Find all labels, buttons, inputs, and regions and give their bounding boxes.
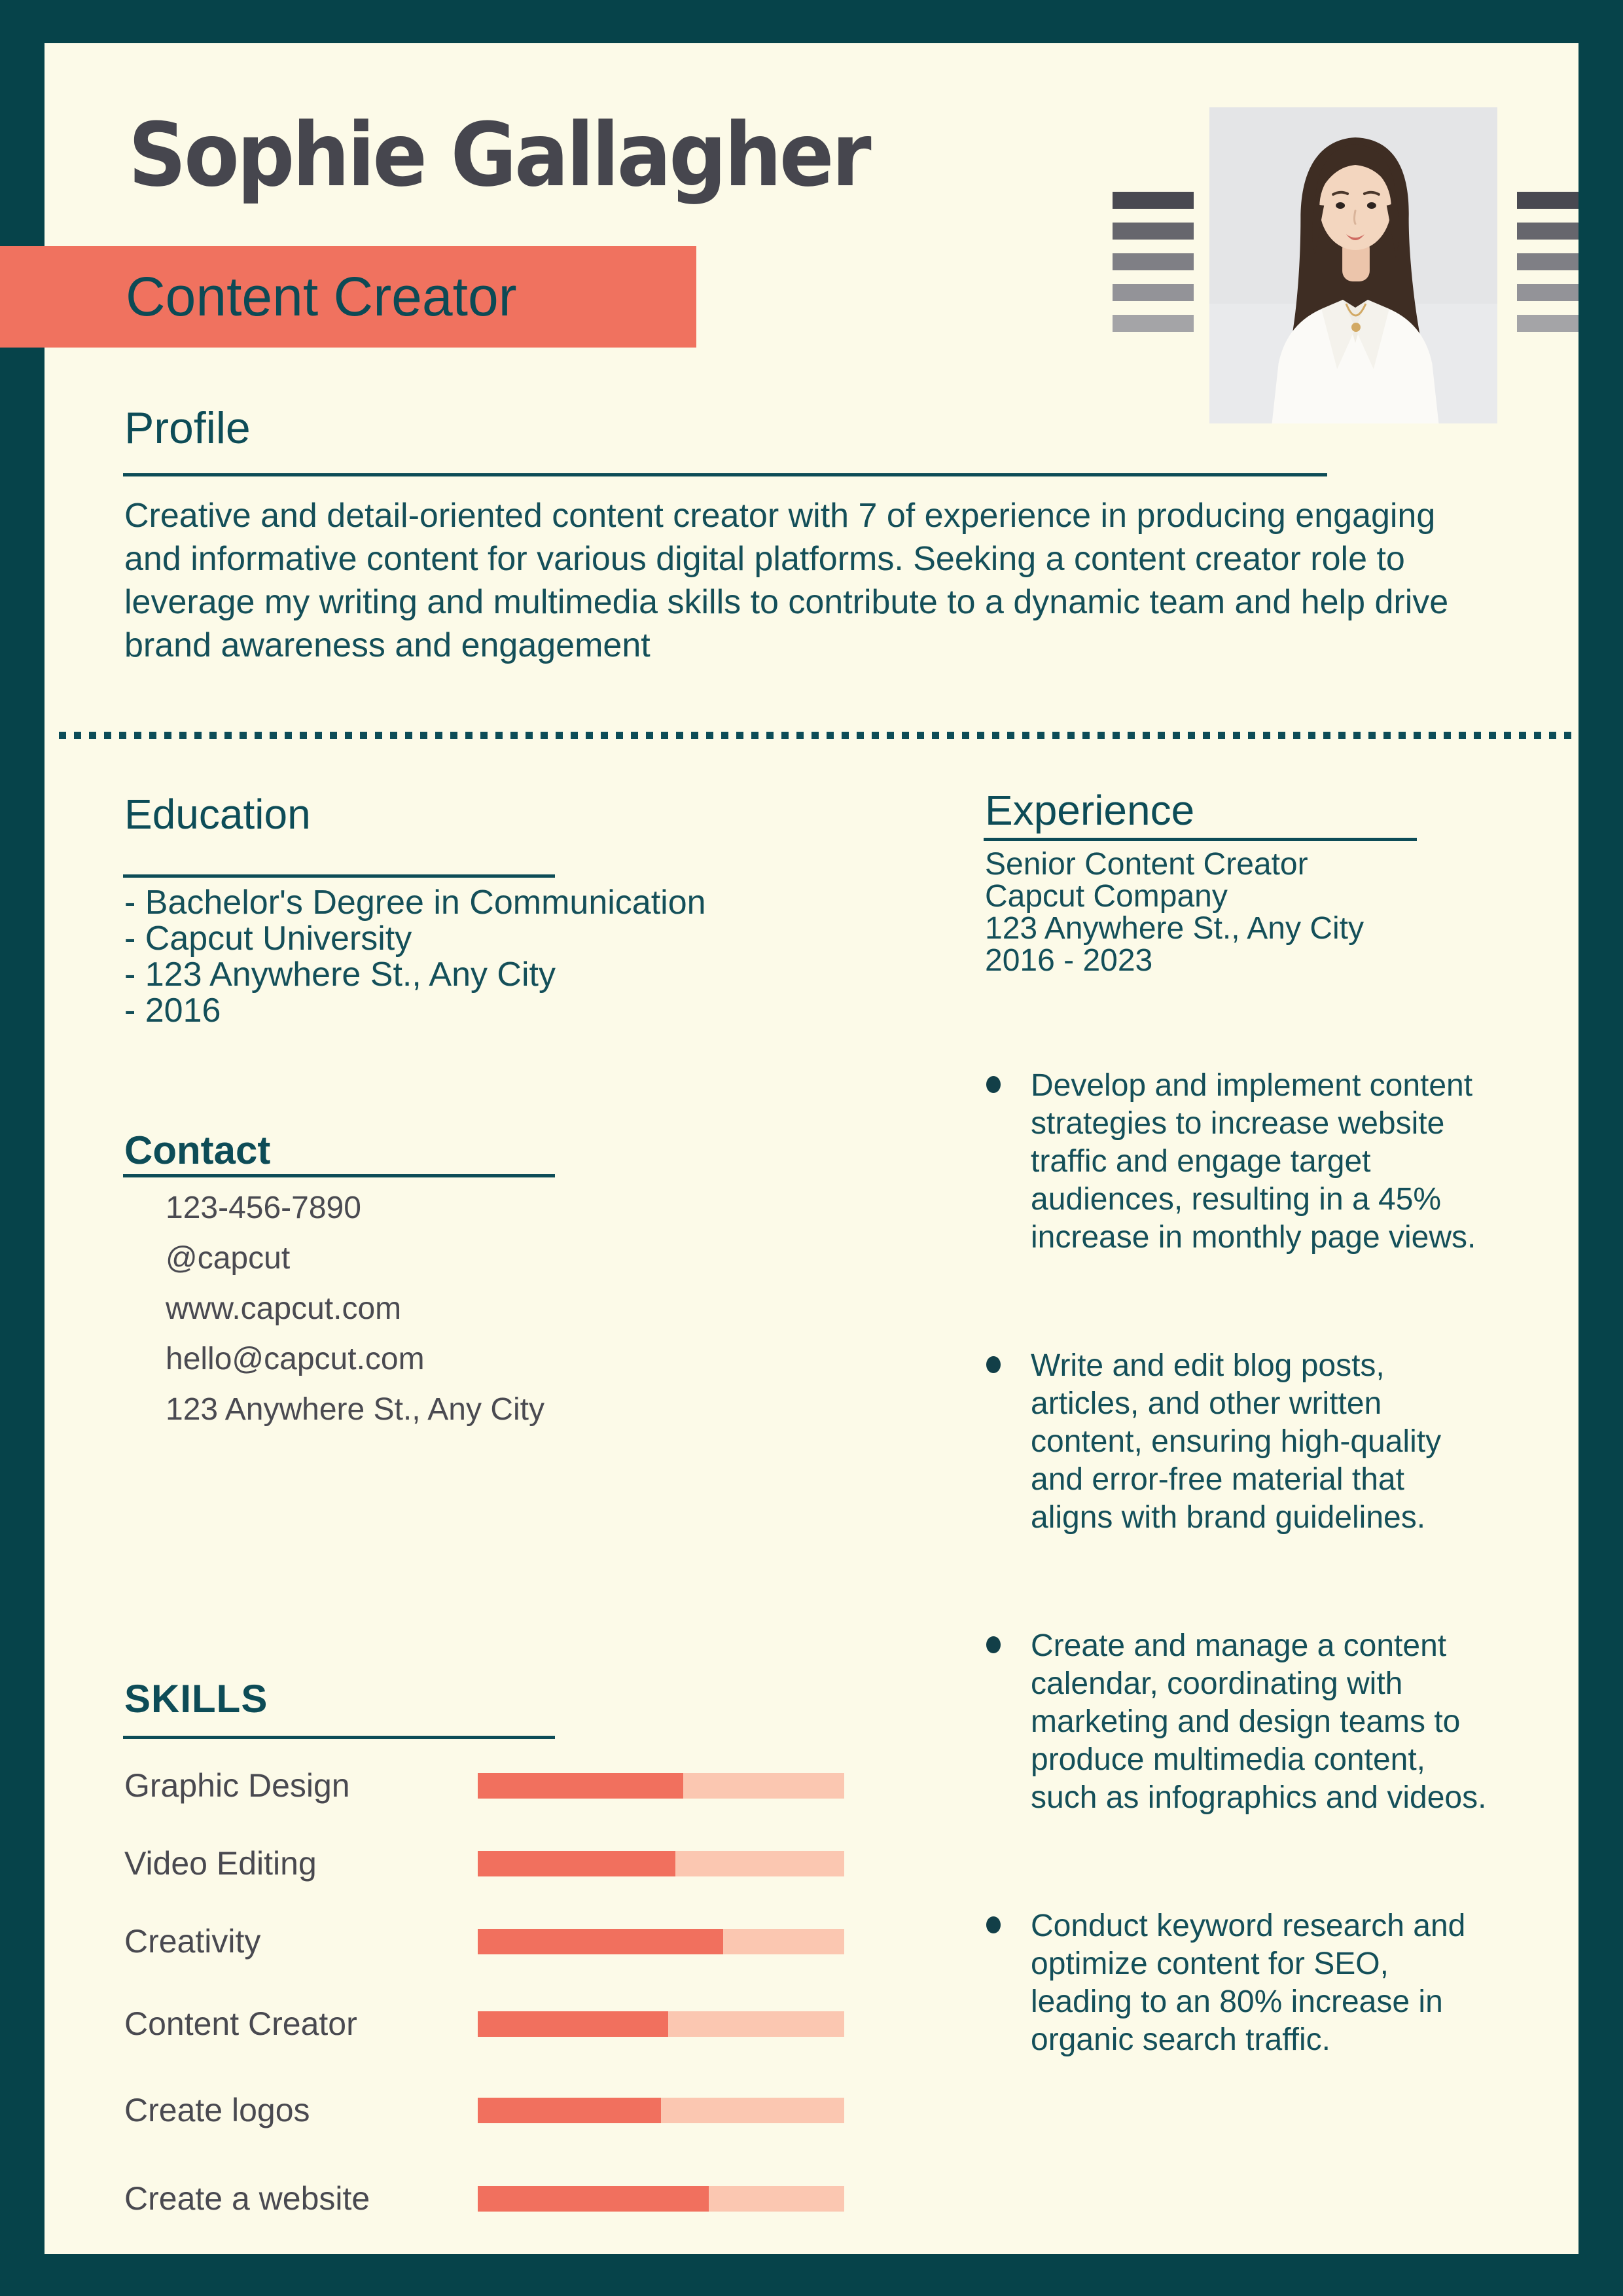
education-item: - Bachelor's Degree in Communication bbox=[124, 884, 706, 922]
contact-item: www.capcut.com bbox=[166, 1291, 402, 1326]
skill-bar-track bbox=[478, 1773, 844, 1799]
decorative-gray-bar bbox=[1113, 284, 1194, 301]
skill-bar-track bbox=[478, 1929, 844, 1954]
experience-address: 123 Anywhere St., Any City bbox=[985, 911, 1364, 946]
contact-heading: Contact bbox=[124, 1128, 271, 1172]
decorative-gray-bar bbox=[1113, 315, 1194, 332]
skill-label: Content Creator bbox=[124, 2005, 357, 2042]
skill-label: Create a website bbox=[124, 2179, 370, 2217]
skill-bar-fill bbox=[478, 2098, 661, 2123]
skill-row bbox=[124, 1844, 844, 1882]
skill-label: Creativity bbox=[124, 1922, 261, 1960]
skills-heading: SKILLS bbox=[124, 1677, 268, 1721]
skill-bar-track bbox=[478, 2186, 844, 2212]
profile-underline bbox=[123, 473, 1327, 476]
job-title-banner bbox=[0, 246, 696, 348]
contact-item: 123-456-7890 bbox=[166, 1191, 361, 1225]
skill-bar-fill bbox=[478, 1851, 675, 1876]
bullet-dot bbox=[986, 1916, 1001, 1933]
decorative-gray-bar bbox=[1517, 315, 1578, 332]
skill-bar-fill bbox=[478, 1773, 683, 1799]
skill-row bbox=[124, 2179, 844, 2217]
experience-bullet bbox=[985, 1067, 1489, 1257]
decorative-bars-right bbox=[1517, 192, 1578, 346]
experience-heading: Experience bbox=[985, 787, 1195, 834]
dotted-divider bbox=[59, 732, 1578, 739]
experience-bullet-text: Develop and implement content strategies to increase website traffic and engage target audiences, resulting in a 45% increase in monthly page views. bbox=[1031, 1068, 1476, 1255]
skill-bar-fill bbox=[478, 1929, 723, 1954]
person-name: Sophie Gallagher bbox=[128, 104, 869, 206]
experience-bullet-text: Conduct keyword research and optimize content for SEO, leading to an 80% increase in organic search traffic. bbox=[1031, 1909, 1466, 2057]
profile-text: Creative and detail-oriented content creator with 7 of experience in producing engaging and informative content for various digital platforms. Seeking a content creator role to leverage my writing and multimedia skills to contribute to a dynamic team and help drive brand awareness and engagement bbox=[124, 497, 1449, 664]
decorative-gray-bar bbox=[1517, 192, 1578, 209]
experience-role: Senior Content Creator bbox=[985, 847, 1308, 882]
experience-company: Capcut Company bbox=[985, 879, 1228, 914]
contact-item: 123 Anywhere St., Any City bbox=[166, 1392, 544, 1427]
profile-photo bbox=[1209, 107, 1497, 423]
experience-underline bbox=[984, 838, 1417, 841]
experience-bullet-list bbox=[985, 1067, 1515, 2149]
skill-row bbox=[124, 2091, 844, 2128]
contact-underline bbox=[123, 1174, 555, 1177]
job-title: Content Creator bbox=[126, 266, 517, 327]
skill-label: Create logos bbox=[124, 2091, 310, 2128]
decorative-gray-bar bbox=[1517, 284, 1578, 301]
portrait-illustration bbox=[1209, 107, 1497, 423]
education-item: - 2016 bbox=[124, 992, 221, 1030]
decorative-bars-left bbox=[1113, 192, 1194, 346]
education-item: - 123 Anywhere St., Any City bbox=[124, 956, 556, 994]
bullet-dot bbox=[986, 1636, 1001, 1653]
experience-bullet-text: Write and edit blog posts, articles, and other written content, ensuring high-quality and error-free material that aligns with brand guidelines. bbox=[1031, 1348, 1442, 1535]
skill-bar-fill bbox=[478, 2186, 709, 2212]
education-item: - Capcut University bbox=[124, 920, 412, 958]
decorative-gray-bar bbox=[1517, 223, 1578, 240]
contact-item: @capcut bbox=[166, 1241, 291, 1276]
experience-bullet bbox=[985, 1347, 1489, 1537]
profile-heading: Profile bbox=[124, 403, 251, 453]
skill-row bbox=[124, 2005, 844, 2042]
skill-row bbox=[124, 1767, 844, 1804]
experience-details bbox=[985, 848, 1364, 977]
experience-period: 2016 - 2023 bbox=[985, 943, 1153, 978]
decorative-gray-bar bbox=[1113, 253, 1194, 270]
skill-bar-fill bbox=[478, 2011, 668, 2037]
education-list bbox=[124, 885, 706, 1029]
experience-bullet bbox=[985, 1627, 1489, 1817]
decorative-gray-bar bbox=[1113, 223, 1194, 240]
skill-label: Graphic Design bbox=[124, 1767, 350, 1804]
skills-underline bbox=[123, 1736, 555, 1739]
skill-row bbox=[124, 1922, 844, 1960]
decorative-gray-bar bbox=[1113, 192, 1194, 209]
skill-bar-track bbox=[478, 2011, 844, 2037]
skill-label: Video Editing bbox=[124, 1844, 317, 1882]
bullet-dot bbox=[986, 1356, 1001, 1373]
decorative-gray-bar bbox=[1517, 253, 1578, 270]
experience-bullet-text: Create and manage a content calendar, coordinating with marketing and design teams to produce multimedia content, such as infographics and videos. bbox=[1031, 1628, 1487, 1815]
education-underline bbox=[123, 874, 555, 878]
education-heading: Education bbox=[124, 791, 311, 838]
bullet-dot bbox=[986, 1076, 1001, 1093]
skill-bar-track bbox=[478, 1851, 844, 1876]
skill-bar-track bbox=[478, 2098, 844, 2123]
experience-bullet bbox=[985, 1907, 1489, 2059]
contact-item: hello@capcut.com bbox=[166, 1342, 425, 1376]
contact-list bbox=[166, 1193, 544, 1444]
